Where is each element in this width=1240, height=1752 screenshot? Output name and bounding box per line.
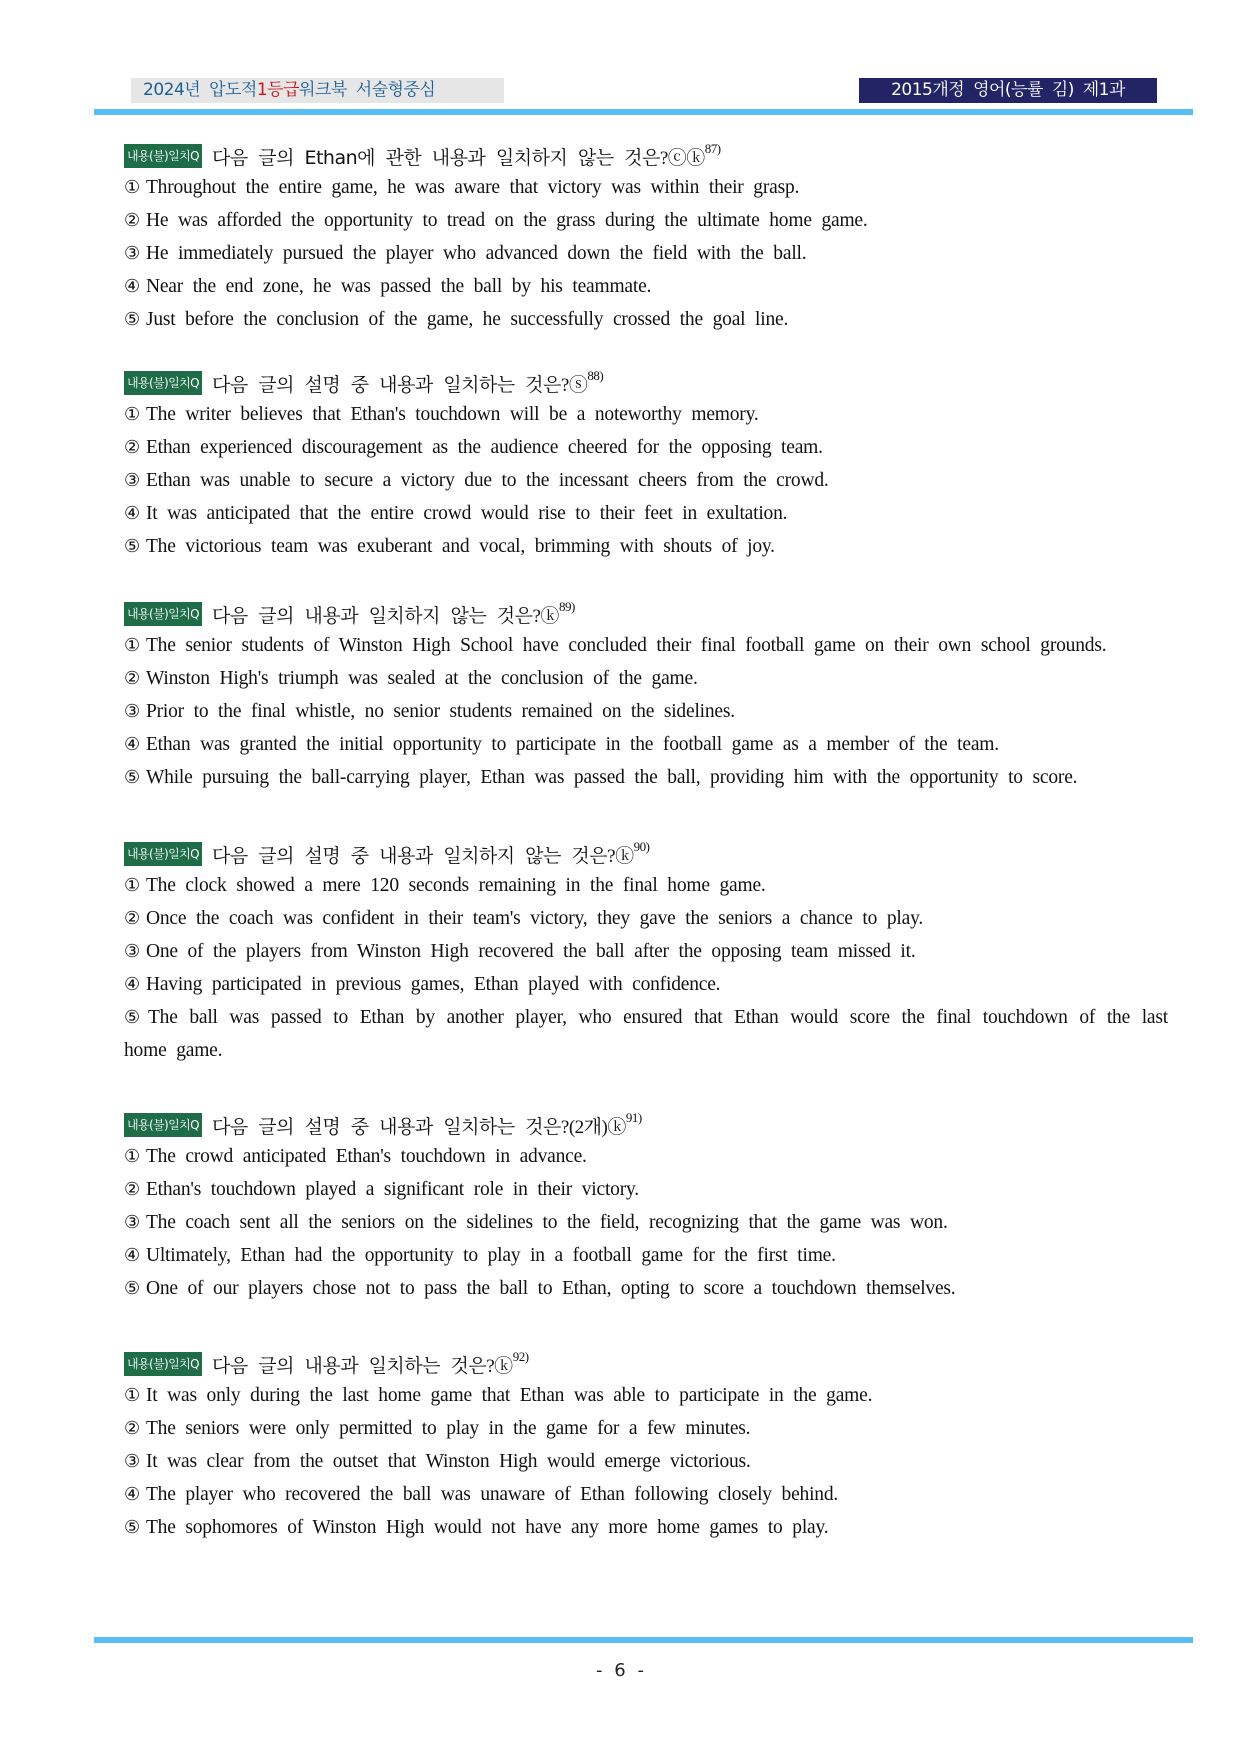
option-text: Ethan experienced discouragement as the audience cheered for the opposing team. bbox=[145, 437, 823, 458]
answer-option[interactable] bbox=[124, 497, 1168, 530]
question-text: 다음 글의 설명 중 내용과 일치하지 않는 것은 bbox=[211, 844, 608, 867]
option-text: The crowd anticipated Ethan's touchdown in advance. bbox=[145, 1146, 587, 1167]
option-number: ⑤ bbox=[124, 309, 140, 330]
option-text: He was afforded the opportunity to tread on the grass during the ultimate home game. bbox=[145, 210, 868, 231]
question-type-badge: 내용(불)일치Q bbox=[124, 371, 202, 395]
answer-option[interactable] bbox=[124, 662, 1168, 695]
question-heading bbox=[124, 1110, 1168, 1140]
question-text: 다음 글의 설명 중 내용과 일치하는 것은 bbox=[211, 373, 561, 396]
header-divider bbox=[94, 109, 1193, 115]
option-text: It was clear from the outset that Winston High would emerge victorious. bbox=[145, 1451, 751, 1472]
option-text: It was only during the last home game that Ethan was able to participate in the game. bbox=[145, 1385, 873, 1406]
option-number: ⑤ bbox=[124, 767, 140, 788]
question-block bbox=[124, 1110, 1168, 1305]
option-number: ⑤ bbox=[124, 1278, 140, 1299]
option-text: One of the players from Winston High recovered the ball after the opposing team missed it. bbox=[145, 941, 916, 962]
question-block bbox=[124, 599, 1168, 794]
option-number: ② bbox=[124, 437, 140, 458]
option-text: The senior students of Winston High School have concluded their final football game on their own school grounds. bbox=[145, 635, 1107, 656]
footnote-ref: 88) bbox=[587, 368, 604, 383]
footnote-ref: 90) bbox=[633, 839, 650, 854]
answer-option[interactable] bbox=[124, 1511, 1168, 1544]
option-text: The victorious team was exuberant and vocal, brimming with shouts of joy. bbox=[145, 536, 775, 557]
option-text: One of our players chose not to pass the ball to Ethan, opting to score a touchdown themselves. bbox=[145, 1278, 956, 1299]
question-block bbox=[124, 368, 1168, 563]
answer-option[interactable] bbox=[124, 761, 1168, 794]
answer-option[interactable] bbox=[124, 1445, 1168, 1478]
answer-option[interactable] bbox=[124, 1478, 1168, 1511]
question-heading bbox=[124, 1349, 1168, 1379]
question-mark: ?ⓚ bbox=[532, 605, 559, 627]
question-type-badge: 내용(불)일치Q bbox=[124, 1113, 202, 1137]
option-text: Winston High's triumph was sealed at the conclusion of the game. bbox=[145, 668, 698, 689]
answer-option[interactable] bbox=[124, 1001, 1168, 1067]
question-block bbox=[124, 1349, 1168, 1544]
answer-option[interactable] bbox=[124, 935, 1168, 968]
option-number: ② bbox=[124, 1418, 140, 1439]
option-number: ④ bbox=[124, 276, 140, 297]
footer-divider bbox=[94, 1637, 1193, 1643]
question-text: 다음 글의 설명 중 내용과 일치하는 것은 bbox=[211, 1115, 561, 1138]
option-text: He immediately pursued the player who advanced down the field with the ball. bbox=[145, 243, 807, 264]
option-number: ① bbox=[124, 177, 140, 198]
workbook-title bbox=[131, 78, 504, 103]
option-number: ① bbox=[124, 875, 140, 896]
option-number: ③ bbox=[124, 941, 140, 962]
title-highlight: 1등급 bbox=[256, 80, 300, 100]
answer-option[interactable] bbox=[124, 1379, 1168, 1412]
option-number: ② bbox=[124, 668, 140, 689]
question-heading bbox=[124, 839, 1168, 869]
option-text: Near the end zone, he was passed the ball by his teammate. bbox=[145, 276, 652, 297]
option-text: While pursuing the ball-carrying player, Ethan was passed the ball, providing him with the opportunity to score. bbox=[145, 767, 1078, 788]
option-text: Having participated in previous games, Ethan played with confidence. bbox=[145, 974, 721, 995]
option-text: The seniors were only permitted to play in the game for a few minutes. bbox=[145, 1418, 751, 1439]
answer-option[interactable] bbox=[124, 728, 1168, 761]
option-number: ① bbox=[124, 404, 140, 425]
answer-option[interactable] bbox=[124, 270, 1168, 303]
answer-option[interactable] bbox=[124, 695, 1168, 728]
option-number: ① bbox=[124, 1146, 140, 1167]
option-text: It was anticipated that the entire crowd would rise to their feet in exultation. bbox=[145, 503, 788, 524]
question-text: 다음 글의 내용과 일치하지 않는 것은 bbox=[211, 604, 533, 627]
question-block bbox=[124, 839, 1168, 1067]
option-number: ② bbox=[124, 1179, 140, 1200]
option-number: ① bbox=[124, 635, 140, 656]
option-number: ④ bbox=[124, 503, 140, 524]
option-number: ② bbox=[124, 210, 140, 231]
option-text: Prior to the final whistle, no senior students remained on the sidelines. bbox=[145, 701, 735, 722]
option-text: The clock showed a mere 120 seconds remaining in the final home game. bbox=[145, 875, 766, 896]
option-number: ④ bbox=[124, 1245, 140, 1266]
question-type-badge: 내용(불)일치Q bbox=[124, 144, 202, 168]
question-mark: ?ⓚ bbox=[486, 1355, 513, 1377]
option-number: ④ bbox=[124, 1484, 140, 1505]
option-text: The player who recovered the ball was unaware of Ethan following closely behind. bbox=[145, 1484, 839, 1505]
answer-option[interactable] bbox=[124, 1206, 1168, 1239]
option-text: Once the coach was confident in their team's victory, they gave the seniors a chance to play. bbox=[145, 908, 924, 929]
answer-option[interactable] bbox=[124, 968, 1168, 1001]
question-mark: ?ⓒⓚ bbox=[659, 147, 705, 169]
option-number: ③ bbox=[124, 470, 140, 491]
answer-option[interactable] bbox=[124, 431, 1168, 464]
option-text: The coach sent all the seniors on the sidelines to the field, recognizing that the game was won. bbox=[145, 1212, 948, 1233]
title-part: 2024년 압도적 bbox=[143, 80, 257, 100]
option-text: Ethan's touchdown played a significant role in their victory. bbox=[145, 1179, 639, 1200]
answer-option[interactable] bbox=[124, 398, 1168, 431]
option-number: ① bbox=[124, 1385, 140, 1406]
answer-option[interactable] bbox=[124, 171, 1168, 204]
option-number: ⑤ bbox=[124, 1007, 142, 1028]
question-mark: ?ⓢ bbox=[560, 374, 588, 396]
answer-option[interactable] bbox=[124, 869, 1168, 902]
option-number: ⑤ bbox=[124, 536, 140, 557]
answer-option[interactable] bbox=[124, 204, 1168, 237]
answer-option[interactable] bbox=[124, 1140, 1168, 1173]
footnote-ref: 92) bbox=[512, 1349, 529, 1364]
title-part: 워크북 서술형중심 bbox=[299, 80, 436, 100]
option-number: ③ bbox=[124, 1212, 140, 1233]
option-number: ④ bbox=[124, 974, 140, 995]
question-type-badge: 내용(불)일치Q bbox=[124, 842, 202, 866]
option-number: ③ bbox=[124, 243, 140, 264]
option-number: ③ bbox=[124, 701, 140, 722]
question-heading bbox=[124, 599, 1168, 629]
answer-option[interactable] bbox=[124, 629, 1168, 662]
answer-option[interactable] bbox=[124, 237, 1168, 270]
answer-option[interactable] bbox=[124, 1239, 1168, 1272]
option-text: The sophomores of Winston High would not have any more home games to play. bbox=[145, 1517, 829, 1538]
question-type-badge: 내용(불)일치Q bbox=[124, 602, 202, 626]
footnote-ref: 89) bbox=[558, 599, 575, 614]
footnote-ref: 91) bbox=[625, 1110, 642, 1125]
lesson-title: 2015개정 영어(능률 김) 제1과 bbox=[859, 78, 1157, 103]
answer-option[interactable] bbox=[124, 530, 1168, 563]
option-number: ② bbox=[124, 908, 140, 929]
option-text: Ethan was granted the initial opportunity to participate in the football game as a member of the team. bbox=[145, 734, 999, 755]
question-mark: ?ⓚ bbox=[607, 845, 634, 867]
question-text: 다음 글의 Ethan에 관한 내용과 일치하지 않는 것은 bbox=[211, 146, 660, 169]
answer-option[interactable] bbox=[124, 1412, 1168, 1445]
footnote-ref: 87) bbox=[704, 141, 721, 156]
option-number: ④ bbox=[124, 734, 140, 755]
option-text: Ethan was unable to secure a victory due to the incessant cheers from the crowd. bbox=[145, 470, 829, 491]
question-heading bbox=[124, 141, 1168, 171]
question-mark: ?(2개)ⓚ bbox=[560, 1116, 626, 1138]
page-number: - 6 - bbox=[596, 1660, 644, 1681]
question-heading bbox=[124, 368, 1168, 398]
question-block bbox=[124, 141, 1168, 336]
answer-option[interactable] bbox=[124, 902, 1168, 935]
question-type-badge: 내용(불)일치Q bbox=[124, 1352, 202, 1376]
option-text: Throughout the entire game, he was aware that victory was within their grasp. bbox=[145, 177, 800, 198]
option-text: Just before the conclusion of the game, he successfully crossed the goal line. bbox=[145, 309, 789, 330]
answer-option[interactable] bbox=[124, 1173, 1168, 1206]
answer-option[interactable] bbox=[124, 1272, 1168, 1305]
option-text: The writer believes that Ethan's touchdown will be a noteworthy memory. bbox=[145, 404, 759, 425]
option-text: The ball was passed to Ethan by another player, who ensured that Ethan would score the final touchdown of the last home game. bbox=[124, 1007, 1168, 1061]
question-text: 다음 글의 내용과 일치하는 것은 bbox=[211, 1354, 487, 1377]
answer-option[interactable] bbox=[124, 303, 1168, 336]
option-number: ③ bbox=[124, 1451, 140, 1472]
answer-option[interactable] bbox=[124, 464, 1168, 497]
option-number: ⑤ bbox=[124, 1517, 140, 1538]
option-text: Ultimately, Ethan had the opportunity to play in a football game for the first time. bbox=[145, 1245, 836, 1266]
